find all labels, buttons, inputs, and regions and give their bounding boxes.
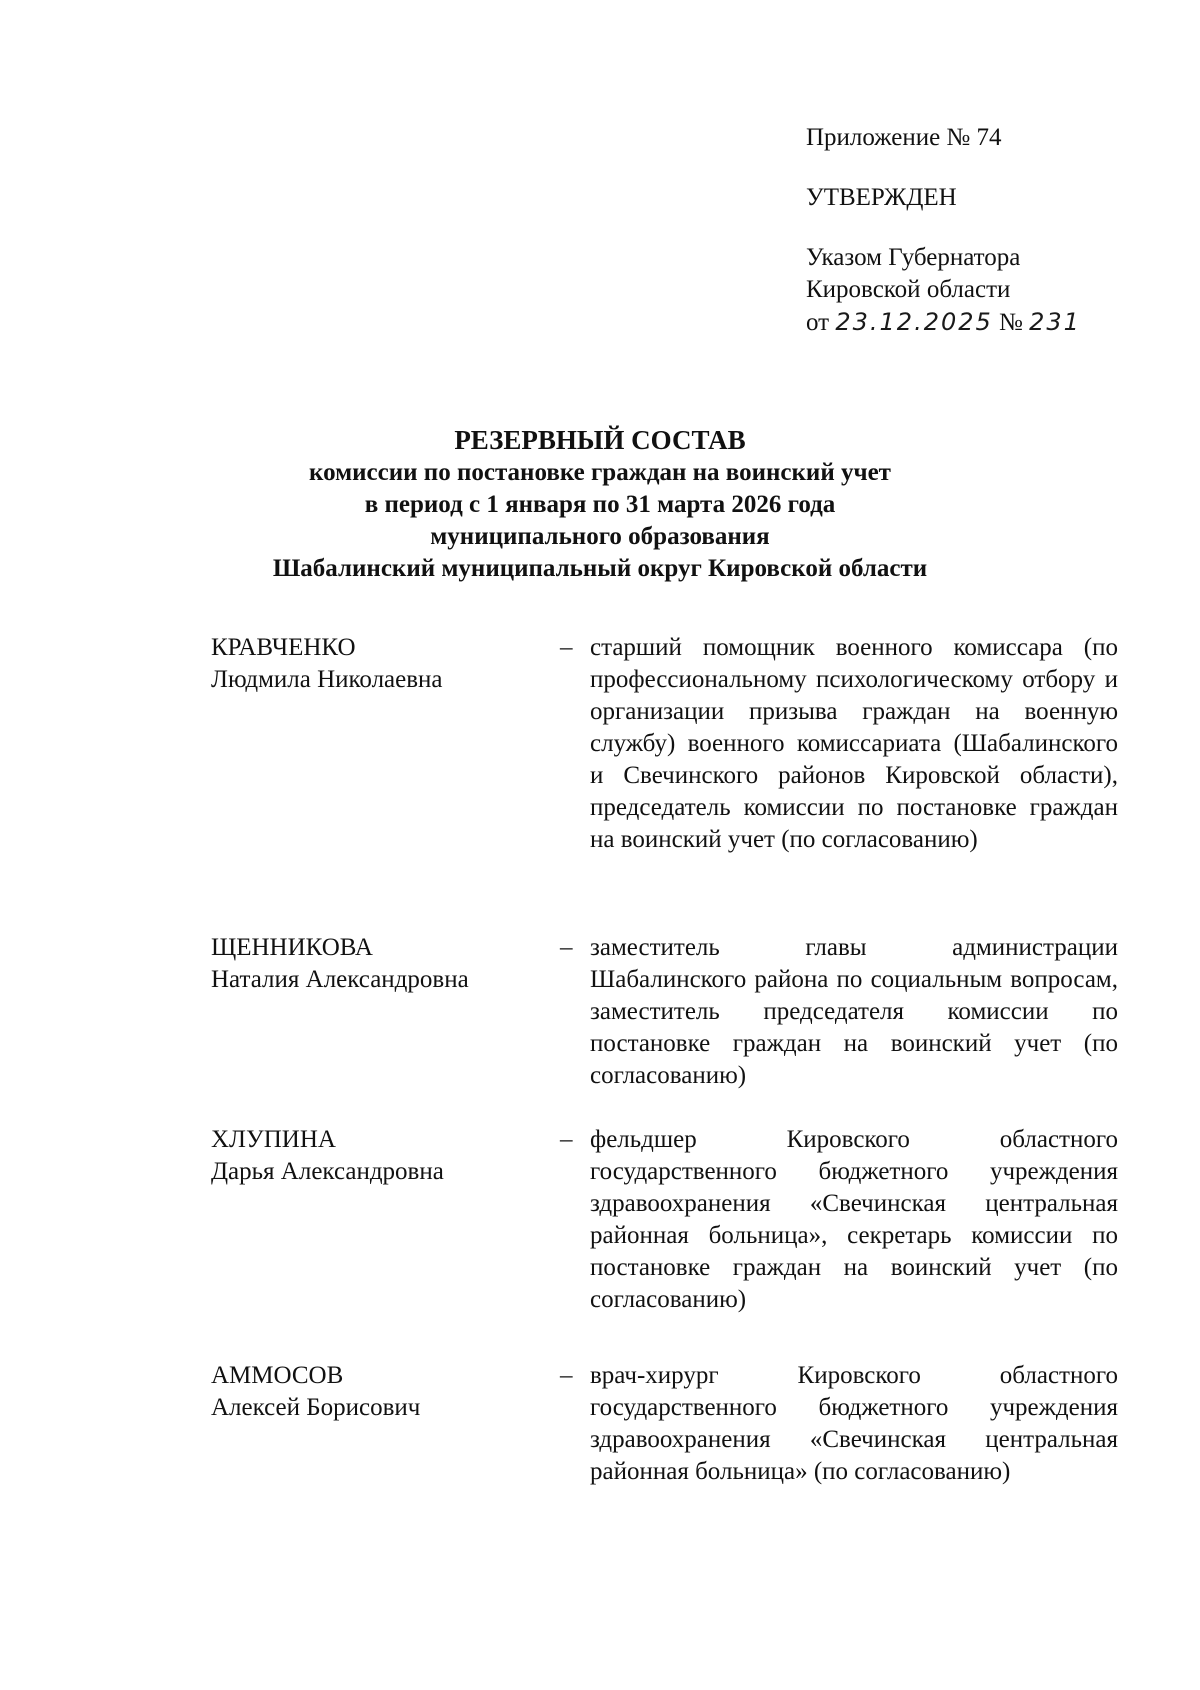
member-given-names: Людмила Николаевна (211, 666, 443, 693)
title-line-1: РЕЗЕРВНЫЙ СОСТАВ (454, 425, 746, 455)
member-role: заместитель главы администрации Шабалинского района по социальным вопросам, заместитель председателя комиссии по постановке граждан на воинский учет (по согласованию) (590, 934, 1118, 1089)
member-surname: АММОСОВ (211, 1362, 344, 1389)
member-surname: ХЛУПИНА (211, 1126, 336, 1153)
decree-date-line (806, 306, 1166, 339)
date-prefix: от (806, 309, 830, 336)
title-line-5: Шабалинский муниципальный округ Кировской области (272, 555, 928, 582)
member-name (211, 1124, 541, 1188)
appendix-number: Приложение № 74 (806, 124, 1002, 151)
member-dash: – (560, 934, 573, 961)
member-role: врач-хирург Кировского областного государственного бюджетного учреждения здравоохранения «Свечинская центральная районная больница» (по согласованию) (590, 1362, 1118, 1485)
decree-line-1: Указом Губернатора (806, 244, 1021, 271)
member-dash: – (560, 1126, 573, 1153)
member-surname: КРАВЧЕНКО (211, 634, 356, 661)
member-surname: ЩЕННИКОВА (211, 934, 373, 961)
member-given-names: Дарья Александровна (211, 1158, 444, 1185)
document-title (0, 423, 1200, 585)
number-prefix: № (999, 309, 1023, 336)
member-name (211, 1360, 541, 1424)
decree-line-2: Кировской области (806, 276, 1011, 303)
member-given-names: Наталия Александровна (211, 966, 469, 993)
approval-block (806, 122, 1166, 339)
handwritten-date: 23.12.2025 (835, 308, 993, 336)
member-name (211, 932, 541, 996)
member-role: старший помощник военного комиссара (по профессиональному психологическому отбору и организации призыва граждан на военную службу) военного комиссариата (Шабалинского и Свечинского районов Кировской области), председатель комиссии по постановке граждан на воинский учет (по согласованию) (590, 634, 1118, 853)
member-given-names: Алексей Борисович (211, 1394, 421, 1421)
title-line-4: муниципального образования (430, 523, 770, 550)
approved-label: УТВЕРЖДЕН (806, 184, 957, 211)
member-dash: – (560, 1362, 573, 1389)
title-line-3: в период с 1 января по 31 марта 2026 года (364, 491, 836, 518)
member-name (211, 632, 541, 696)
handwritten-number: 231 (1029, 308, 1081, 336)
member-role: фельдшер Кировского областного государственного бюджетного учреждения здравоохранения «Свечинская центральная районная больница», секретарь комиссии по постановке граждан на воинский учет (по согласованию) (590, 1126, 1118, 1313)
title-line-2: комиссии по постановке граждан на воинский учет (309, 459, 891, 486)
member-dash: – (560, 634, 573, 661)
